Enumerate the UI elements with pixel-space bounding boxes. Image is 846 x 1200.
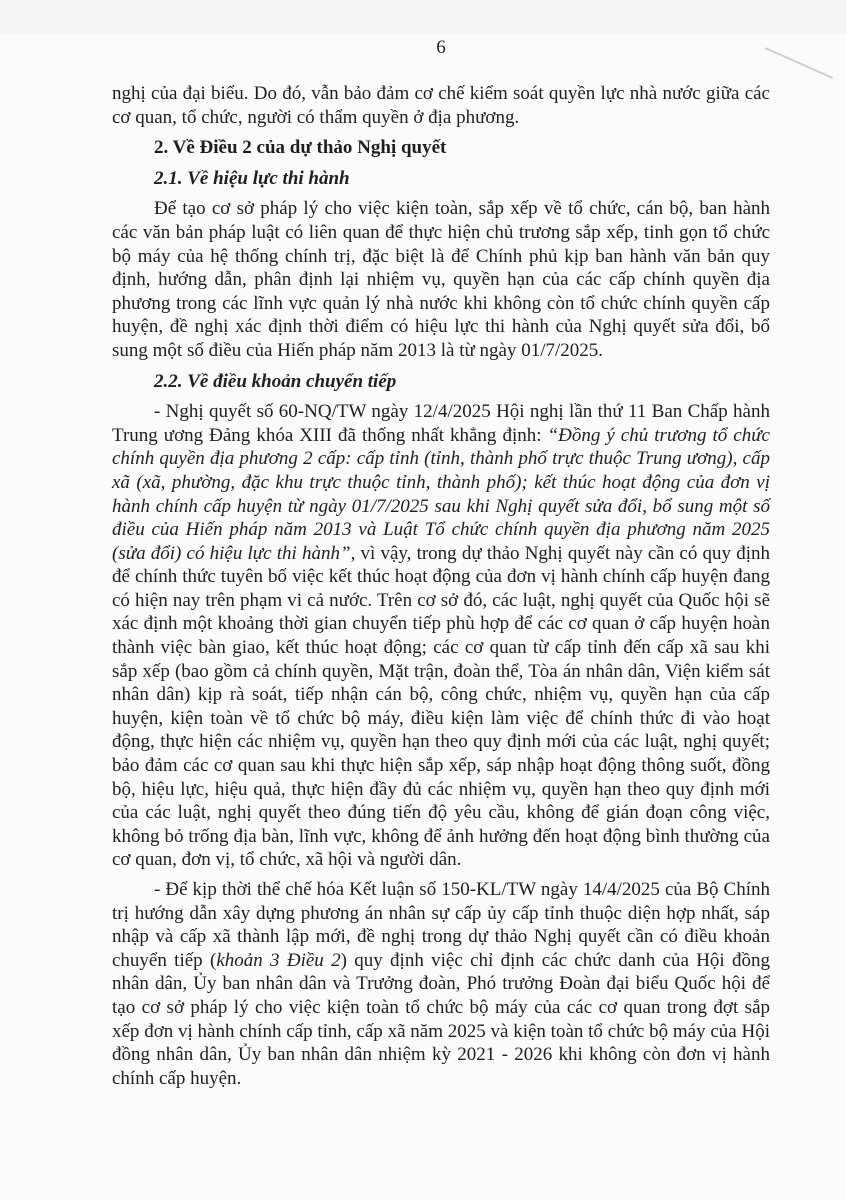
paragraph — [112, 197, 770, 362]
text-run: , vì vậy, trong dự thảo Nghị quyết này cần có quy định để chính thức tuyên bố việc kết thúc hoạt động của đơn vị hành chính cấp huyện đang có hiện nay trên phạm vi cả nước. Trên cơ sở đó, các luật, nghị quyết của Quốc hội sẽ xác định một khoảng thời gian chuyển tiếp phù hợp để các cơ quan ở cấp huyện hoàn thành việc bàn giao, kết thúc hoạt động; các cơ quan từ cấp tỉnh đến cấp xã sau khi sắp xếp (bao gồm cả chính quyền, Mặt trận, đoàn thể, Tòa án nhân dân, Viện kiểm sát nhân dân) kịp rà soát, tiếp nhận cán bộ, công chức, nhiệm vụ, quyền hạn của cấp huyện, kiện toàn về tổ chức bộ máy, điều kiện làm việc để chính thức đi vào hoạt động, thực hiện các nhiệm vụ, quyền hạn theo quy định mới của các luật, nghị quyết; bảo đảm các cơ quan sau khi thực hiện sắp xếp, sáp nhập hoạt động thông suốt, đồng bộ, hiệu lực, hiệu quả, thực hiện đầy đủ các nhiệm vụ, quyền hạn theo quy định mới của các luật, nghị quyết theo đúng tiến độ yêu cầu, không để gián đoạn công việc, không bỏ trống địa bàn, lĩnh vực, không để ảnh hưởng đến hoạt động bình thường của cơ quan, đơn vị, tổ chức, xã hội và người dân. — [112, 542, 770, 871]
italic-text-run: khoản 3 Điều 2 — [216, 949, 341, 971]
text-run: 2.2. Về điều khoản chuyển tiếp — [154, 370, 397, 392]
text-run: nghị của đại biểu. Do đó, vẫn bảo đảm cơ chế kiểm soát quyền lực nhà nước giữa các cơ quan, tổ chức, người có thẩm quyền ở địa phương. — [112, 83, 770, 128]
text-run: - Để kịp thời thể chế hóa Kết luận số 150-KL/TW ngày 14/4/2025 của Bộ Chính trị hướng dẫn xây dựng phương án nhân sự cấp ủy cấp tỉnh thuộc diện hợp nhất, sáp nhập và cấp xã thành lập mới, đề nghị trong dự thảo Nghị quyết cần có điều khoản chuyển tiếp ( — [112, 879, 770, 971]
text-run: ) quy định việc chỉ định các chức danh của Hội đồng nhân dân, Ủy ban nhân dân và Trưởng đoàn, Phó trưởng Đoàn đại biểu Quốc hội để tạo cơ sở pháp lý cho việc kiện toàn tổ chức bộ máy của các cơ quan trong đợt sắp xếp đơn vị hành chính cấp tỉnh, cấp xã năm 2025 và kiện toàn tổ chức bộ máy của Hội đồng nhân dân, Ủy ban nhân dân nhiệm kỳ 2021 - 2026 khi không còn đơn vị hành chính cấp huyện. — [112, 949, 770, 1089]
italic-text-run: “Đồng ý chủ trương tổ chức chính quyền địa phương 2 cấp: cấp tỉnh (tỉnh, thành phố trực thuộc Trung ương), cấp xã (xã, phường, đặc khu trực thuộc tỉnh, thành phố); kết thúc hoạt động của đơn vị hành chính cấp huyện từ ngày 01/7/2025 sau khi Nghị quyết sửa đổi, bổ sung một số điều của Hiến pháp năm 2013 và Luật Tổ chức chính quyền địa phương năm 2025 (sửa đổi) có hiệu lực thi hành” — [112, 424, 770, 564]
text-run: 2.1. Về hiệu lực thi hành — [154, 167, 350, 189]
text-run: 2. Về Điều 2 của dự thảo Nghị quyết — [154, 137, 447, 159]
section-heading — [112, 370, 770, 394]
scan-tone-artifact — [0, 0, 846, 34]
text-run: - Nghị quyết số 60-NQ/TW ngày 12/4/2025 Hội nghị lần thứ 11 Ban Chấp hành Trung ương Đảng khóa XIII đã thống nhất khẳng định: — [112, 401, 770, 446]
scan-scratch-artifact — [765, 47, 833, 79]
paragraph — [112, 82, 770, 129]
page-number: 6 — [436, 37, 446, 58]
text-run: Để tạo cơ sở pháp lý cho việc kiện toàn, sắp xếp về tổ chức, cán bộ, ban hành các văn bản pháp luật có liên quan để thực hiện chủ trương sắp xếp, tinh gọn tổ chức bộ máy của hệ thống chính trị, đặc biệt là để Chính phủ kịp ban hành văn bản quy định, hướng dẫn, phân định lại nhiệm vụ, quyền hạn của các cấp chính quyền địa phương trong các lĩnh vực quản lý nhà nước khi không còn tổ chức chính quyền cấp huyện, đề nghị xác định thời điểm có hiệu lực thi hành của Nghị quyết sửa đổi, bổ sung một số điều của Hiến pháp năm 2013 là từ ngày 01/7/2025. — [112, 198, 770, 361]
section-heading — [112, 167, 770, 191]
document-body — [112, 82, 770, 1096]
paragraph — [112, 400, 770, 872]
section-heading — [112, 136, 770, 160]
paragraph — [112, 878, 770, 1090]
